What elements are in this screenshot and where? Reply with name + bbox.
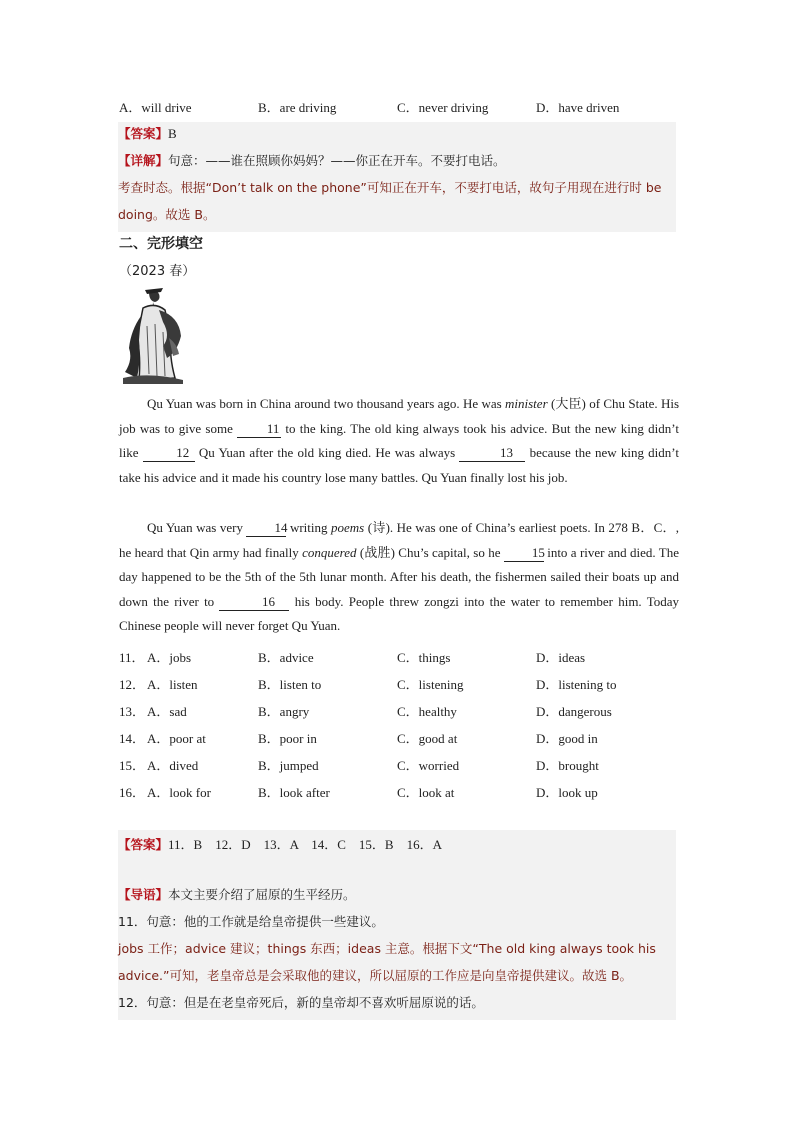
detail-line xyxy=(118,151,506,169)
choice-d[interactable]: D．listening to xyxy=(536,677,617,692)
blank-15[interactable]: 15 xyxy=(504,545,544,562)
option-c: C．never driving xyxy=(397,100,489,115)
passage-paragraph-1: Qu Yuan was born in China around two thousand years ago. He was minister (大臣) of Chu State. His job was to give some 11 to the king. The old king always took his advice. But the new king didn’t like 12 Qu Yuan after the old king died. He was always 13 because the new king didn’t take his advice and it made his country lose many battles. Qu Yuan finally lost his job. xyxy=(119,396,680,485)
choice-b[interactable]: B．advice xyxy=(258,650,314,665)
choice-d[interactable]: D．dangerous xyxy=(536,704,612,719)
question-number: 13． xyxy=(119,704,146,719)
passage-paragraph-2: Qu Yuan was very 14 writing poems (诗). He was one of China’s earliest poets. In 278 B．C．, he heard that Qin army had finally conquered (战胜) Chu’s capital, so he 15 into a river and died. The day happened to be the 5th of the 5th lunar month. After his death, the fishermen sailed their boats up and down the river to 16 his body. People threw zongzi into the water to remember him. Today Chinese people will never forget Qu Yuan. xyxy=(119,520,680,633)
q11-explain-1: jobs 工作；advice 建议；things 东西；ideas 主意。根据下文“The old king always took his xyxy=(118,941,656,956)
choice-c[interactable]: C．listening xyxy=(397,677,464,692)
blank-13[interactable]: 13 xyxy=(459,445,525,462)
section-subtitle: （2023 春） xyxy=(119,264,196,279)
choice-c[interactable]: C．things xyxy=(397,650,451,665)
question-number: 15． xyxy=(119,758,146,773)
question-16 xyxy=(119,782,679,802)
choice-d[interactable]: D．brought xyxy=(536,758,599,773)
choice-b[interactable]: B．look after xyxy=(258,785,330,800)
guide-line xyxy=(118,885,356,903)
detail-tag: 【详解】 xyxy=(118,153,169,168)
section-heading: 二、完形填空 xyxy=(119,236,203,252)
choice-c[interactable]: C．worried xyxy=(397,758,460,773)
answer-tag: 【答案】 xyxy=(118,837,169,852)
question-11 xyxy=(119,647,679,667)
answer-panel-2 xyxy=(118,830,676,1020)
question-15 xyxy=(119,755,679,775)
choice-a[interactable]: A．sad xyxy=(147,704,187,719)
choice-a[interactable]: A．listen xyxy=(147,677,198,692)
choice-b[interactable]: B．angry xyxy=(258,704,310,719)
guide-text: 本文主要介绍了屈原的生平经历。 xyxy=(168,887,356,902)
guide-tag: 【导语】 xyxy=(118,887,169,902)
explain-line-2: doing。故选 B。 xyxy=(118,207,216,222)
blank-12[interactable]: 12 xyxy=(143,445,195,462)
explain-line-1: 考查时态。根据“Don’t talk on the phone”可知正在开车，不要打电话，故句子用现在进行时 be xyxy=(118,180,662,195)
question-13 xyxy=(119,701,679,721)
question-14 xyxy=(119,728,679,748)
question-number: 14． xyxy=(119,731,146,746)
answer-values: 11．B 12．D 13．A 14．C 15．B 16．A xyxy=(168,837,442,852)
choice-b[interactable]: B．jumped xyxy=(258,758,319,773)
option-d: D．have driven xyxy=(536,100,620,115)
choice-a[interactable]: A．poor at xyxy=(147,731,206,746)
detail-text: 句意：——谁在照顾你妈妈？——你正在开车。不要打电话。 xyxy=(168,153,506,168)
question-number: 11． xyxy=(119,650,145,665)
question-number: 16． xyxy=(119,785,146,800)
answer-line xyxy=(118,834,442,853)
choice-a[interactable]: A．jobs xyxy=(147,650,192,665)
choice-b[interactable]: B．poor in xyxy=(258,731,317,746)
question-12 xyxy=(119,674,679,694)
option-a: A．will drive xyxy=(119,100,192,115)
blank-14[interactable]: 14 xyxy=(246,520,286,537)
choice-d[interactable]: D．ideas xyxy=(536,650,586,665)
choice-c[interactable]: C．healthy xyxy=(397,704,457,719)
choice-a[interactable]: A．look for xyxy=(147,785,211,800)
q11-explain-2: advice.”可知，老皇帝总是会采取他的建议，所以屈原的工作应是向皇帝提供建议。故选 B。 xyxy=(118,968,633,983)
answer-line xyxy=(118,124,177,142)
choice-b[interactable]: B．listen to xyxy=(258,677,322,692)
q12-sentence: 12．句意：但是在老皇帝死后，新的皇帝却不喜欢听屈原说的话。 xyxy=(118,995,484,1010)
choice-c[interactable]: C．look at xyxy=(397,785,455,800)
previous-question-options xyxy=(119,97,679,115)
qu-yuan-portrait-icon xyxy=(119,286,187,384)
question-number: 12． xyxy=(119,677,146,692)
choice-d[interactable]: D．good in xyxy=(536,731,598,746)
answer-tag: 【答案】 xyxy=(118,126,169,141)
blank-11[interactable]: 11 xyxy=(237,421,281,438)
answer-value: B xyxy=(168,126,177,141)
choice-a[interactable]: A．dived xyxy=(147,758,199,773)
choice-c[interactable]: C．good at xyxy=(397,731,458,746)
answer-panel-1 xyxy=(118,122,676,232)
option-b: B．are driving xyxy=(258,100,337,115)
q11-sentence: 11．句意：他的工作就是给皇帝提供一些建议。 xyxy=(118,914,384,929)
choice-d[interactable]: D．look up xyxy=(536,785,598,800)
blank-16[interactable]: 16 xyxy=(219,594,289,611)
